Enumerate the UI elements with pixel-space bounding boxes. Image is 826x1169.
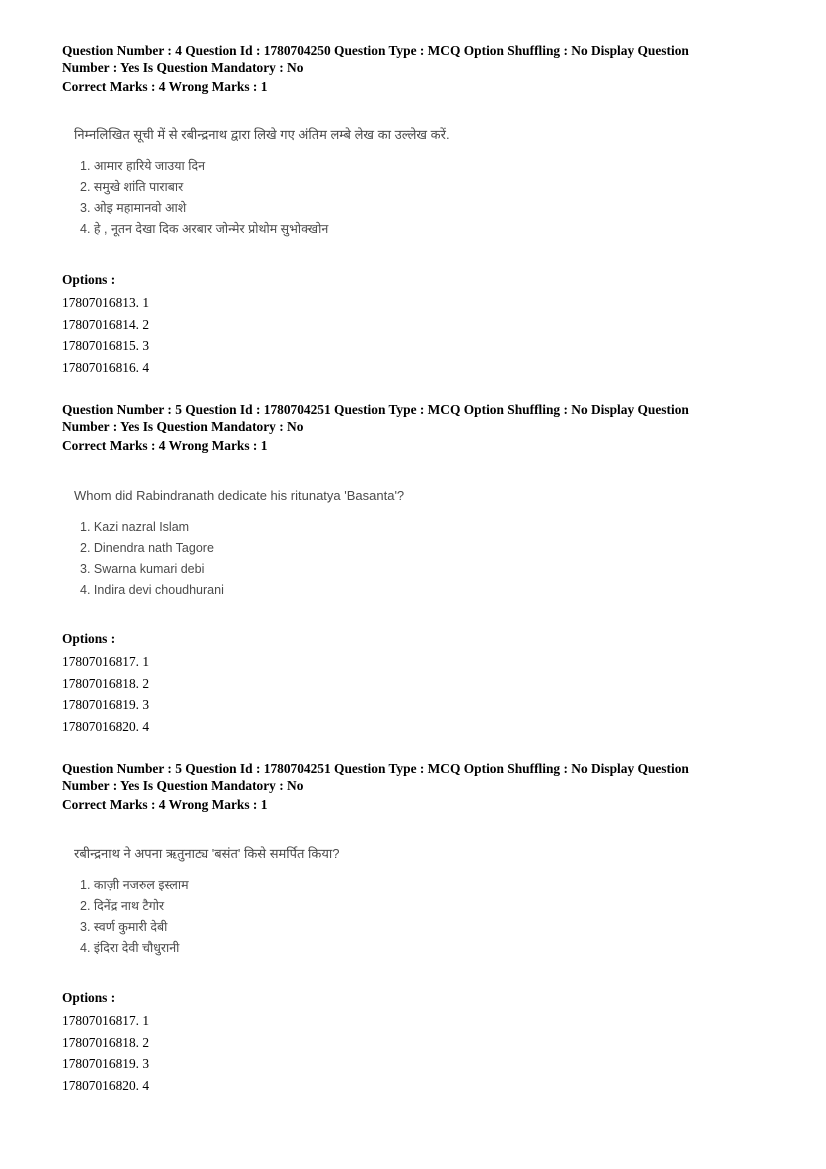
options-block [62, 271, 149, 378]
choice-list [80, 156, 450, 240]
question-image [74, 487, 404, 601]
choice-item: 4. हे , नूतन देखा दिक अरबार जोन्मेर प्रोथोम सुभोक्खोन [80, 222, 329, 236]
choice-item: 2. दिनेंद्र नाथ टैगोर [80, 899, 165, 913]
question-text: Whom did Rabindranath dedicate his ritunatya 'Basanta'? [74, 488, 405, 503]
option-row: 17807016814. 2 [62, 316, 150, 332]
marks-line: Correct Marks : 4 Wrong Marks : 1 [62, 79, 268, 94]
question-text: निम्नलिखित सूची में से रबीन्द्रनाथ द्वारा लिखे गए अंतिम लम्बे लेख का उल्लेख करें. [74, 127, 450, 142]
choice-list [80, 875, 340, 959]
choice-item: 3. स्वर्ण कुमारी देबी [80, 920, 168, 934]
options-block [62, 630, 149, 737]
choice-item: 2. Dinendra nath Tagore [80, 541, 214, 555]
choice-list [80, 517, 404, 601]
choice-item: 3. Swarna kumari debi [80, 562, 205, 576]
question-header [62, 760, 762, 813]
option-row: 17807016819. 3 [62, 1056, 150, 1071]
choice-item: 2. समुखे शांति पाराबार [80, 180, 184, 194]
question-header [62, 42, 762, 95]
option-row: 17807016817. 1 [62, 654, 150, 669]
options-title: Options : [62, 631, 116, 646]
question-meta-line: Number : Yes Is Question Mandatory : No [62, 60, 304, 75]
question-meta-line: Number : Yes Is Question Mandatory : No [62, 778, 304, 793]
choice-item: 4. Indira devi choudhurani [80, 583, 224, 597]
choice-item: 1. काज़ी नजरुल इस्लाम [80, 878, 189, 892]
option-row: 17807016818. 2 [62, 1034, 150, 1050]
question-meta-line: Question Number : 4 Question Id : 1780704250 Question Type : MCQ Option Shuffling : No Display Question [62, 43, 689, 58]
question-image [74, 845, 340, 959]
question-meta-line: Question Number : 5 Question Id : 1780704251 Question Type : MCQ Option Shuffling : No Display Question [62, 761, 689, 776]
option-row: 17807016818. 2 [62, 675, 150, 691]
options-title: Options : [62, 990, 116, 1005]
options-block [62, 989, 149, 1096]
question-image [74, 126, 450, 240]
choice-item: 1. आमार हारिये जाउया दिन [80, 159, 206, 173]
question-text: रबीन्द्रनाथ ने अपना ऋतुनाट्य 'बसंत' किसे समर्पित किया? [74, 846, 340, 861]
option-row: 17807016819. 3 [62, 697, 150, 712]
option-row: 17807016820. 4 [62, 1077, 150, 1093]
options-title: Options : [62, 272, 116, 287]
choice-item: 4. इंदिरा देवी चौधुरानी [80, 941, 180, 955]
option-row: 17807016813. 1 [62, 295, 150, 310]
question-meta-line: Question Number : 5 Question Id : 1780704251 Question Type : MCQ Option Shuffling : No Display Question [62, 402, 689, 417]
question-meta-line: Number : Yes Is Question Mandatory : No [62, 419, 304, 434]
question-header [62, 401, 762, 454]
marks-line: Correct Marks : 4 Wrong Marks : 1 [62, 438, 268, 453]
choice-item: 1. Kazi nazral Islam [80, 520, 190, 534]
option-row: 17807016817. 1 [62, 1013, 150, 1028]
option-row: 17807016820. 4 [62, 718, 150, 734]
option-row: 17807016816. 4 [62, 359, 150, 375]
option-row: 17807016815. 3 [62, 338, 150, 353]
choice-item: 3. ओइ महामानवो आशे [80, 201, 187, 215]
marks-line: Correct Marks : 4 Wrong Marks : 1 [62, 797, 268, 812]
